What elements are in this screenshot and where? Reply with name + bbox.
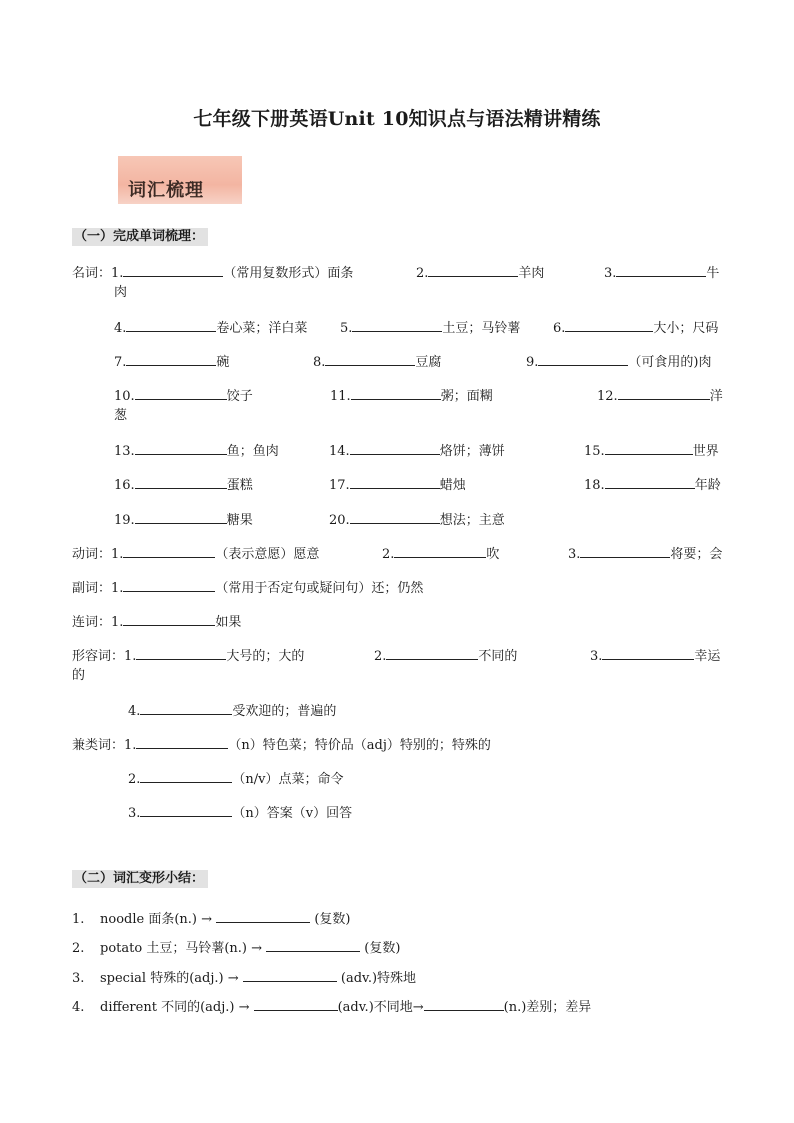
word: special	[100, 971, 147, 986]
multi-class-item-2	[128, 768, 344, 790]
word: noodle	[100, 912, 145, 927]
item-meaning: 蛋糕	[226, 478, 253, 493]
noun-item-13	[114, 440, 279, 462]
item-meaning: 豆腐	[415, 355, 442, 370]
item-meaning: 如果	[215, 615, 242, 630]
noun-item-14	[329, 440, 505, 462]
item-form: (复数)	[364, 941, 401, 956]
item-meaning: 受欢迎的；普遍的	[232, 704, 337, 719]
conjunction-row	[72, 611, 241, 633]
answer-blank[interactable]	[135, 385, 227, 400]
item-meaning: 糖果	[226, 513, 253, 528]
answer-blank[interactable]	[136, 734, 228, 749]
item-number: 5.	[340, 321, 353, 336]
item-meaning: 不同的	[478, 649, 518, 664]
noun-item-15	[584, 440, 719, 462]
answer-blank[interactable]	[351, 385, 441, 400]
noun-item-8	[313, 351, 441, 373]
answer-blank[interactable]	[140, 700, 232, 715]
item-number: 15.	[584, 444, 605, 459]
noun-item-12	[597, 385, 723, 407]
item-number: 2.	[382, 547, 395, 562]
answer-blank[interactable]	[394, 543, 486, 558]
transform-item-2	[72, 937, 400, 959]
item-number: 1.	[111, 615, 124, 630]
answer-blank[interactable]	[140, 768, 232, 783]
item-number: 1.	[111, 266, 124, 281]
item-meaning: （表示意愿）愿意	[215, 547, 320, 562]
answer-blank[interactable]	[352, 317, 442, 332]
item-number: 12.	[597, 389, 618, 404]
item-form: (n.)差别；差异	[503, 1000, 592, 1015]
answer-blank[interactable]	[605, 440, 693, 455]
verbs-label: 动词：	[72, 547, 112, 562]
answer-blank[interactable]	[216, 908, 310, 923]
answer-blank[interactable]	[126, 351, 216, 366]
item-number: 16.	[114, 478, 135, 493]
item-meaning: 碗	[216, 355, 230, 370]
noun-item-2	[416, 262, 544, 284]
noun-item-11	[330, 385, 493, 407]
adjectives-label: 形容词：	[72, 649, 125, 664]
section-heading-image	[118, 156, 242, 204]
answer-blank[interactable]	[140, 802, 232, 817]
item-meaning: 世界	[692, 444, 719, 459]
item-number: 2.	[374, 649, 387, 664]
item-meaning: （n/v）点菜；命令	[232, 772, 344, 787]
adverbs-label: 副词：	[72, 581, 112, 596]
item-number: 1.	[111, 581, 124, 596]
word: potato	[100, 941, 143, 956]
answer-blank[interactable]	[580, 543, 670, 558]
answer-blank[interactable]	[350, 474, 440, 489]
verb-item-2	[382, 543, 499, 565]
noun-item-9	[526, 351, 711, 373]
answer-blank[interactable]	[386, 645, 478, 660]
item-meaning: 葱	[114, 408, 128, 423]
answer-blank[interactable]	[428, 262, 518, 277]
item-meaning: 大号的；大的	[226, 649, 305, 664]
noun-item-18	[584, 474, 721, 496]
answer-blank[interactable]	[243, 967, 337, 982]
conjunctions-label: 连词：	[72, 615, 112, 630]
transform-item-3	[72, 967, 416, 989]
answer-blank[interactable]	[616, 262, 706, 277]
item-meaning: 土豆；马铃薯(n.) →	[146, 941, 263, 956]
item-form: (adv.)特殊地	[340, 971, 417, 986]
item-number: 1.	[124, 649, 137, 664]
item-number: 4.	[114, 321, 127, 336]
item-meaning: 卷心菜；洋白菜	[216, 321, 308, 336]
item-number: 20.	[329, 513, 350, 528]
verb-item-3	[568, 543, 722, 565]
noun-item-17	[329, 474, 466, 496]
item-number: 19.	[114, 513, 135, 528]
transform-item-1	[72, 908, 350, 930]
item-number: 13.	[114, 444, 135, 459]
item-meaning: （常用复数形式）面条	[223, 266, 354, 281]
item-meaning: 的	[72, 668, 86, 683]
adjective-item-3-wrap	[72, 666, 85, 686]
verb-row	[72, 543, 319, 565]
part1-header: （一）完成单词梳理：	[72, 228, 208, 246]
noun-item-6	[553, 317, 718, 339]
item-meaning: 幸运	[694, 649, 721, 664]
item-meaning: （常用于否定句或疑问句）还；仍然	[215, 581, 424, 596]
answer-blank[interactable]	[565, 317, 653, 332]
item-number: 3.	[568, 547, 581, 562]
item-meaning: （可食用的)肉	[628, 355, 712, 370]
answer-blank[interactable]	[424, 996, 504, 1011]
item-meaning: 粥；面糊	[440, 389, 493, 404]
item-number: 4.	[128, 704, 141, 719]
item-number: 3.	[128, 806, 141, 821]
noun-item-16	[114, 474, 253, 496]
item-meaning: 鱼；鱼肉	[226, 444, 279, 459]
answer-blank[interactable]	[254, 996, 338, 1011]
item-meaning: （n）特色菜；特价品（adj）特别的；特殊的	[228, 738, 491, 753]
answer-blank[interactable]	[325, 351, 415, 366]
item-meaning: 蜡烛	[439, 478, 466, 493]
item-meaning: 特殊的(adj.) →	[150, 971, 239, 986]
page-title: 七年级下册英语Unit 10知识点与语法精讲精练	[193, 108, 601, 130]
word: different	[100, 1000, 157, 1015]
transform-item-4	[72, 996, 591, 1018]
adjective-item-4	[128, 700, 336, 722]
answer-blank[interactable]	[538, 351, 628, 366]
answer-blank[interactable]	[135, 509, 227, 524]
answer-blank[interactable]	[126, 317, 216, 332]
item-meaning: 烙饼；薄饼	[439, 444, 505, 459]
adjective-item-2	[374, 645, 517, 667]
item-meaning: 不同的(adj.) →	[161, 1000, 250, 1015]
item-number: 8.	[313, 355, 326, 370]
adjective-item-3	[590, 645, 720, 667]
noun-row-1	[72, 262, 353, 284]
item-number: 4.	[72, 1000, 85, 1015]
item-number: 2.	[416, 266, 429, 281]
item-form: (adv.)不同地→	[337, 1000, 424, 1015]
answer-blank[interactable]	[123, 611, 215, 626]
multi-class-item-3	[128, 802, 352, 824]
answer-blank[interactable]	[123, 543, 215, 558]
noun-item-3	[604, 262, 719, 284]
noun-item-20	[329, 509, 505, 531]
item-meaning: （n）答案（v）回答	[232, 806, 353, 821]
noun-item-19	[114, 509, 253, 531]
answer-blank[interactable]	[350, 509, 440, 524]
multi-class-label: 兼类词：	[72, 738, 125, 753]
item-number: 1.	[72, 912, 85, 927]
answer-blank[interactable]	[123, 262, 223, 277]
answer-blank[interactable]	[135, 440, 227, 455]
item-number: 2.	[128, 772, 141, 787]
item-meaning: 牛	[706, 266, 720, 281]
item-number: 17.	[329, 478, 350, 493]
answer-blank[interactable]	[350, 440, 440, 455]
adverb-row	[72, 577, 423, 599]
item-number: 11.	[330, 389, 351, 404]
noun-item-3-wrap	[114, 283, 127, 303]
item-meaning: 洋	[709, 389, 723, 404]
answer-blank[interactable]	[123, 577, 215, 592]
noun-item-7	[114, 351, 229, 373]
item-number: 6.	[553, 321, 566, 336]
item-number: 3.	[72, 971, 85, 986]
nouns-label: 名词：	[72, 266, 112, 281]
answer-blank[interactable]	[618, 385, 710, 400]
item-number: 2.	[72, 941, 85, 956]
item-number: 1.	[124, 738, 137, 753]
answer-blank[interactable]	[605, 474, 695, 489]
item-meaning: 土豆；马铃薯	[442, 321, 521, 336]
noun-item-12-wrap	[114, 406, 127, 426]
item-number: 18.	[584, 478, 605, 493]
item-meaning: 面条(n.) →	[148, 912, 213, 927]
item-number: 10.	[114, 389, 135, 404]
adjective-row	[72, 645, 304, 667]
item-number: 3.	[604, 266, 617, 281]
item-number: 1.	[111, 547, 124, 562]
part2-header: （二）词汇变形小结：	[72, 870, 208, 888]
noun-item-4	[114, 317, 307, 339]
item-meaning: 将要；会	[670, 547, 723, 562]
multi-class-row	[72, 734, 491, 756]
item-meaning: 饺子	[226, 389, 253, 404]
item-number: 7.	[114, 355, 127, 370]
item-form: (复数)	[314, 912, 351, 927]
answer-blank[interactable]	[135, 474, 227, 489]
item-number: 3.	[590, 649, 603, 664]
item-meaning: 羊肉	[518, 266, 545, 281]
item-meaning: 想法；主意	[439, 513, 505, 528]
answer-blank[interactable]	[266, 937, 360, 952]
item-meaning: 年龄	[694, 478, 721, 493]
item-number: 14.	[329, 444, 350, 459]
section-heading: 词汇梳理	[128, 180, 204, 201]
item-meaning: 大小；尺码	[653, 321, 719, 336]
item-meaning: 肉	[114, 285, 128, 300]
item-meaning: 吹	[486, 547, 500, 562]
answer-blank[interactable]	[602, 645, 694, 660]
item-number: 9.	[526, 355, 539, 370]
noun-item-5	[340, 317, 520, 339]
noun-item-10	[114, 385, 253, 407]
answer-blank[interactable]	[136, 645, 226, 660]
